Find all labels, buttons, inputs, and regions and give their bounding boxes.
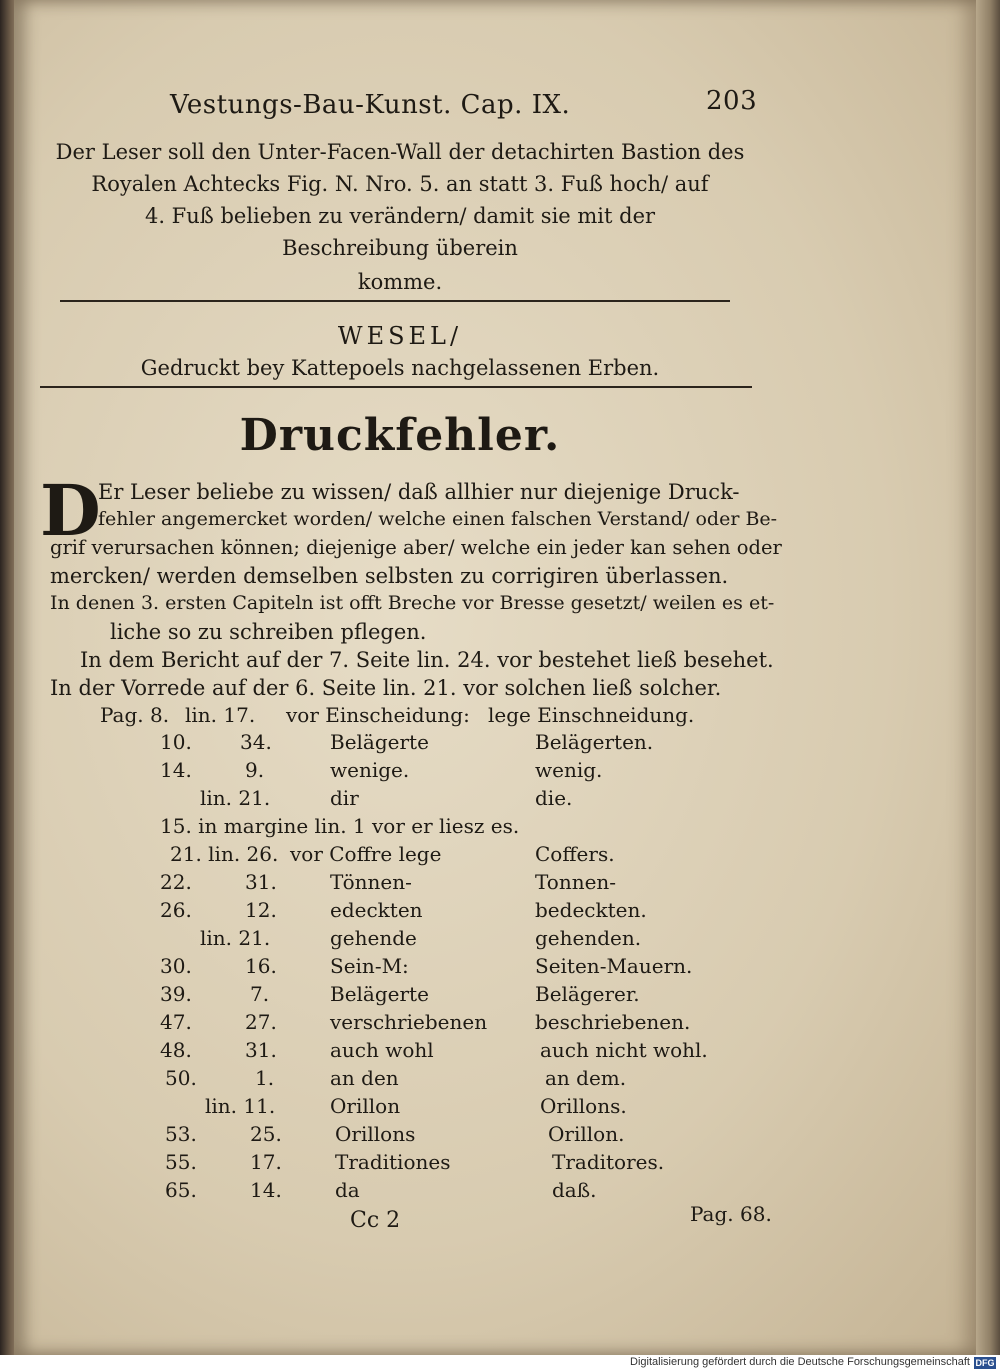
row-8-line: 12. [245, 898, 277, 922]
running-title: Vestungs-Bau-Kunst. Cap. IX. [170, 90, 571, 120]
row-7-wrong: Tönnen- [330, 870, 412, 894]
dfg-logo-icon: DFG [975, 1358, 995, 1368]
rule-top [60, 300, 730, 302]
row-13-page: 48. [160, 1038, 192, 1062]
errata-note1-line-2: liche so zu schreiben pflegen. [110, 620, 427, 644]
row-7-page: 22. [160, 870, 192, 894]
row-1-page: Pag. 8. [100, 703, 170, 727]
row-9-line: lin. 21. [200, 926, 271, 950]
notice-line-5: komme. [357, 270, 443, 294]
row-12-right: beschriebenen. [535, 1010, 691, 1034]
errata-title: Druckfehler. [239, 410, 561, 461]
row-2-right: Belägerten. [535, 730, 654, 754]
row-2-page: 10. [160, 730, 192, 754]
row-11-page: 39. [160, 982, 192, 1006]
rule-bottom [40, 386, 752, 388]
row-11-wrong: Belägerte [330, 982, 429, 1006]
row-11-right: Belägerer. [535, 982, 640, 1006]
row-18-page: 65. [165, 1178, 197, 1202]
row-7-line: 31. [245, 870, 277, 894]
errata-dropcap: D [40, 469, 101, 552]
row-17-line: 17. [250, 1150, 282, 1174]
row-10-wrong: Sein-M: [330, 954, 409, 978]
row-16-line: 25. [250, 1122, 282, 1146]
footer-credit: Digitalisierung gefördert durch die Deutsche Forschungsgemeinschaft [630, 1356, 970, 1368]
row-3-wrong: wenige. [330, 758, 410, 782]
row-8-right: bedeckten. [535, 898, 647, 922]
row-6-right: Coffers. [535, 842, 615, 866]
row-4-line: lin. 21. [200, 786, 271, 810]
row-13-line: 31. [245, 1038, 277, 1062]
row-14-right: an dem. [545, 1066, 627, 1090]
row-3-page: 14. [160, 758, 192, 782]
errata-note1-line-1: In denen 3. ersten Capiteln ist offt Breche vor Bresse gesetzt/ weilen es et- [50, 592, 775, 614]
row-7-right: Tonnen- [535, 870, 617, 894]
notice-line-3: 4. Fuß belieben zu verändern/ damit sie mit der [144, 204, 656, 228]
notice-line-4: Beschreibung überein [282, 236, 518, 260]
row-8-wrong: edeckten [330, 898, 423, 922]
row-10-page: 30. [160, 954, 192, 978]
row-6-page: 21. lin. 26. [170, 842, 279, 866]
row-14-wrong: an den [330, 1066, 399, 1090]
row-9-right: gehenden. [535, 926, 642, 950]
row-1-right: lege Einschneidung. [488, 703, 695, 727]
errata-note2: In dem Bericht auf der 7. Seite lin. 24. vor bestehet ließ besehet. [80, 648, 774, 672]
row-15-wrong: Orillon [330, 1094, 401, 1118]
errata-intro-line-3: grif verursachen können; diejenige aber/ welche ein jeder kan sehen oder [50, 536, 782, 559]
errata-intro-line-4: mercken/ werden demselben selbsten zu corrigiren überlassen. [50, 564, 729, 588]
row-1-wrong: vor Einscheidung: [286, 703, 470, 727]
row-15-right: Orillons. [540, 1094, 627, 1118]
row-3-line: 9. [245, 758, 265, 782]
row-12-page: 47. [160, 1010, 192, 1034]
imprint-printer: Gedruckt bey Kattepoels nachgelassenen Erben. [140, 356, 660, 380]
row-18-line: 14. [250, 1178, 282, 1202]
row-11-line: 7. [250, 982, 270, 1006]
row-16-right: Orillon. [548, 1122, 625, 1146]
row-15-line: lin. 11. [205, 1094, 276, 1118]
row-9-wrong: gehende [330, 926, 417, 950]
row-18-right: daß. [552, 1178, 597, 1202]
row-1-line: lin. 17. [185, 703, 256, 727]
row-10-right: Seiten-Mauern. [535, 954, 693, 978]
row-17-page: 55. [165, 1150, 197, 1174]
row-6-wrong: vor Coffre lege [290, 842, 442, 866]
row-13-wrong: auch wohl [330, 1038, 434, 1062]
row-5-page: 15. in margine lin. 1 vor er liesz es. [160, 814, 520, 838]
row-8-page: 26. [160, 898, 192, 922]
notice-line-1: Der Leser soll den Unter-Facen-Wall der detachirten Bastion des [55, 140, 745, 164]
row-14-line: 1. [255, 1066, 275, 1090]
errata-intro-line-2: fehler angemercket worden/ welche einen falschen Verstand/ oder Be- [98, 508, 778, 530]
errata-intro-line-1: Er Leser beliebe zu wissen/ daß allhier nur diejenige Druck- [98, 480, 740, 504]
row-16-wrong: Orillons [335, 1122, 416, 1146]
row-10-line: 16. [245, 954, 277, 978]
row-14-page: 50. [165, 1066, 197, 1090]
errata-note3: In der Vorrede auf der 6. Seite lin. 21. vor solchen ließ solcher. [50, 676, 722, 700]
row-17-wrong: Traditiones [335, 1150, 451, 1174]
row-3-right: wenig. [535, 758, 603, 782]
row-18-wrong: da [335, 1178, 360, 1202]
row-2-line: 34. [240, 730, 272, 754]
row-16-page: 53. [165, 1122, 197, 1146]
page-edge [976, 0, 1000, 1355]
row-4-right: die. [535, 786, 573, 810]
catchword: Pag. 68. [690, 1202, 772, 1226]
row-4-wrong: dir [330, 786, 359, 810]
page-number: 203 [706, 86, 758, 116]
row-17-right: Traditores. [552, 1150, 665, 1174]
row-12-line: 27. [245, 1010, 277, 1034]
notice-line-2: Royalen Achtecks Fig. N. Nro. 5. an statt 3. Fuß hoch/ auf [91, 172, 709, 196]
row-2-wrong: Belägerte [330, 730, 429, 754]
row-12-wrong: verschriebenen [330, 1010, 488, 1034]
imprint-place: WESEL/ [337, 322, 463, 350]
row-13-right: auch nicht wohl. [540, 1038, 708, 1062]
signature-mark: Cc 2 [350, 1208, 401, 1233]
